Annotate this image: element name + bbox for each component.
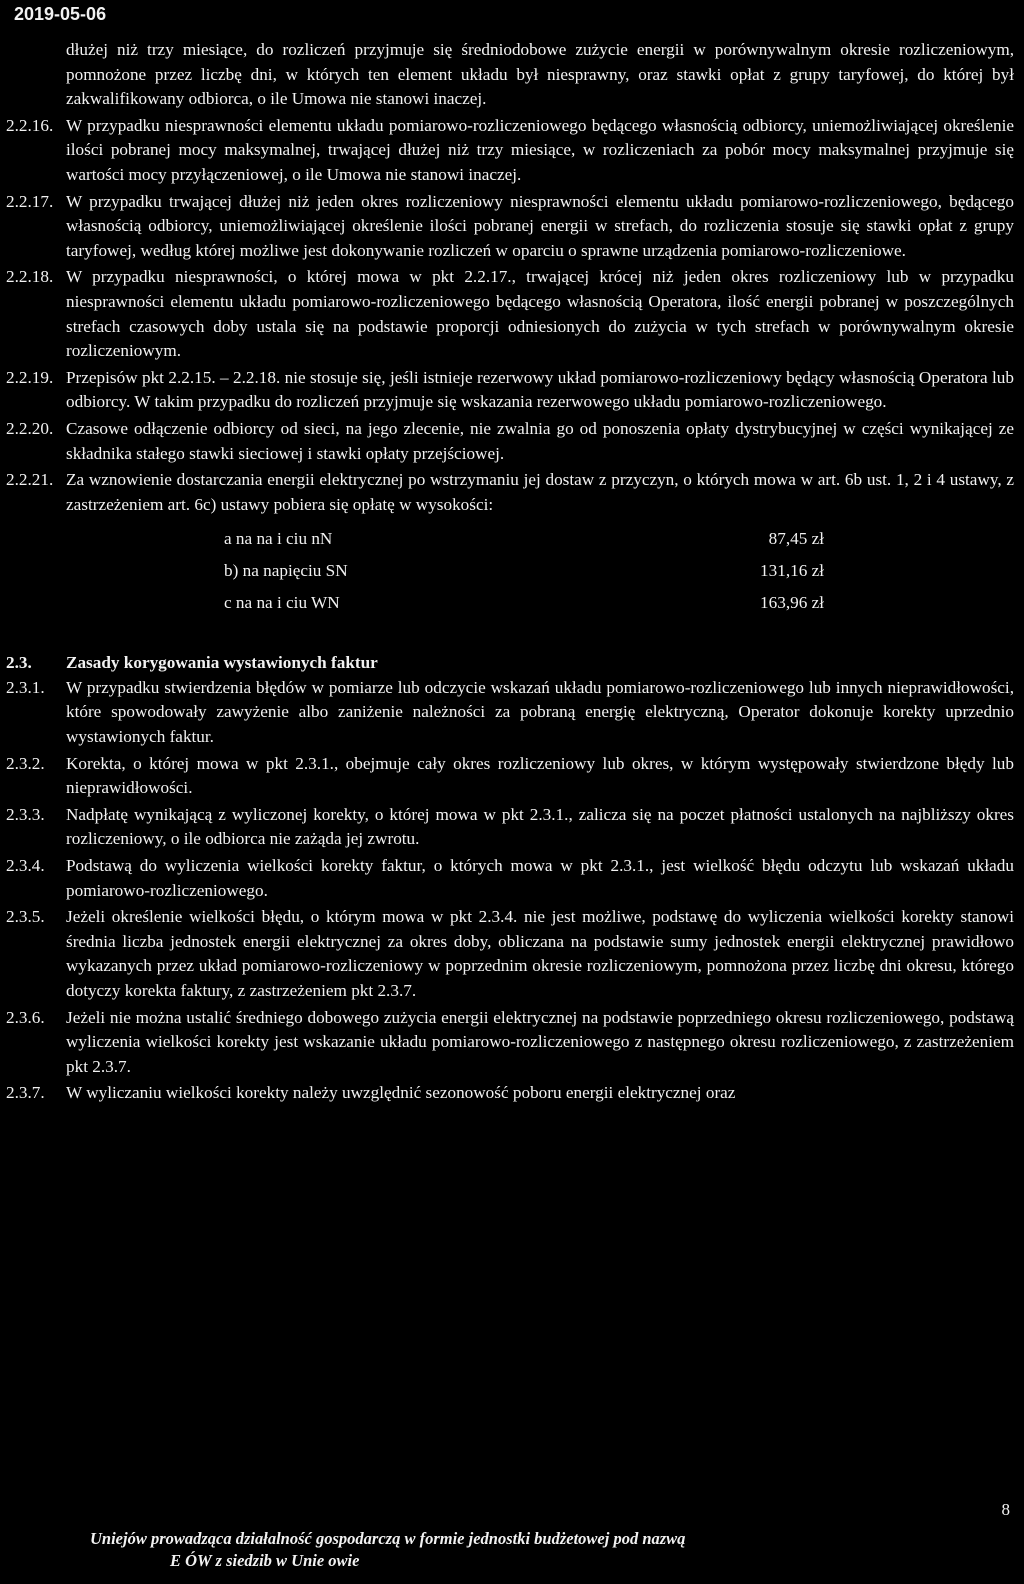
fee-amount: 163,96 zł (760, 593, 824, 613)
fee-label: c na na i ciu WN (224, 593, 340, 613)
paragraph-number: 2.3.2. (6, 753, 45, 773)
paragraph-number: 2.3.3. (6, 804, 45, 824)
paragraph-text: Przepisów pkt 2.2.15. – 2.2.18. nie stosuje się, jeśli istnieje rezerwowy układ pomiarowo-rozliczeniowy będący własnością Operatora lub odbiorcy. W takim przypadku do rozliczeń przyjmuje się wskazania rezerwowego układu pomiarowo-rozliczeniowego. (66, 367, 1014, 412)
paragraph-text: Czasowe odłączenie odbiorcy od sieci, na jego zlecenie, nie zwalnia go od ponoszenia opłaty dystrybucyjnej w części wynikającej ze składnika stałego stawki sieciowej i stawki opłaty przejściowej. (66, 418, 1014, 463)
paragraph-number: 2.3.7. (6, 1083, 45, 1103)
paragraph-text: Jeżeli nie można ustalić średniego dobowego zużycia energii elektrycznej na podstawie poprzedniego okresu rozliczeniowego, podstawą wyliczenia wielkości korekty jest wskazanie układu pomiarowo-rozliczeniowego z następnego okresu rozliczeniowego, z zastrzeżeniem pkt 2.3.7. (66, 1007, 1014, 1076)
paragraph-number: 2.2.21. (6, 470, 54, 490)
page-number: 8 (1001, 1500, 1010, 1519)
paragraph-number: 2.3.5. (6, 907, 45, 927)
fee-table (224, 523, 824, 619)
fee-row (224, 587, 824, 619)
paragraph-list (6, 676, 1014, 1106)
footer-line: Uniejów prowadząca działalność gospodarczą w formie jednostki budżetowej pod nazwą (90, 1529, 686, 1548)
paragraph (6, 803, 1014, 852)
section-heading (6, 651, 1014, 676)
paragraph-text: W przypadku trwającej dłużej niż jeden okres rozliczeniowy niesprawności elementu układu pomiarowo-rozliczeniowego, będącego własnością odbiorcy, uniemożliwiającej określenie ilości pobranej energii w strefach, do rozliczenia stosuje się stawki opłat z grupy taryfowej, według której możliwe jest dokonywanie rozliczeń w oparciu o sprawne urządzenia pomiarowo-rozliczeniowe. (66, 191, 1014, 260)
paragraph (6, 676, 1014, 750)
paragraph-text: Jeżeli określenie wielkości błędu, o którym mowa w pkt 2.3.4. nie jest możliwe, podstawę do wyliczenia wielkości korekty stanowi średnia liczba jednostek energii elektrycznej za okres doby, obliczana na podstawie sumy jednostek energii elektrycznej prawidłowo wykazanych przez układ pomiarowo-rozliczeniowy w poprzednim okresie rozliczeniowym, pomnożona przez liczbę dni okresu, którego dotyczy korekta faktury, z zastrzeżeniem pkt 2.3.7. (66, 907, 1014, 1000)
fee-row (224, 555, 824, 587)
paragraph-text: dłużej niż trzy miesiące, do rozliczeń przyjmuje się średniodobowe zużycie energii w porównywalnym okresie rozliczeniowym, pomnożone przez liczbę dni, w których ten element układu był niesprawny, oraz stawki opłat z grupy taryfowej, do której był zakwalifikowany odbiorca, o ile Umowa nie stanowi inaczej. (66, 40, 1014, 109)
paragraph-number: 2.2.18. (6, 267, 54, 287)
paragraph-text: W przypadku stwierdzenia błędów w pomiarze lub odczycie wskazań układu pomiarowo-rozliczeniowego lub innych nieprawidłowości, które spowodowały zawyżenie albo zaniżenie należności za pobraną energię elektryczną, Operator dokonuje korekty uprzednio wystawionych faktur. (66, 677, 1014, 747)
paragraph-number: 2.2.17. (6, 191, 54, 211)
paragraph (6, 190, 1014, 264)
document-body (6, 38, 1014, 1106)
section-title: Zasady korygowania wystawionych faktur (66, 653, 378, 673)
paragraph-text: Podstawą do wyliczenia wielkości korekty faktur, o których mowa w pkt 2.3.1., jest wielkość błędu odczytu lub wskazań układu pomiarowo-rozliczeniowego. (66, 856, 1014, 900)
paragraph (6, 854, 1014, 903)
fee-amount: 87,45 zł (768, 529, 824, 549)
paragraph (6, 114, 1014, 188)
paragraph (6, 265, 1014, 363)
paragraph-text: W przypadku niesprawności elementu układu pomiarowo-rozliczeniowego będącego własnością odbiorcy, uniemożliwiającej określenie ilości pobranej mocy maksymalnej, trwającej dłużej niż trzy miesiące, w rozliczeniach za pobór mocy maksymalnej przyjmuje się wartości mocy przyłączeniowej, o ile Umowa nie stanowi inaczej. (66, 115, 1014, 184)
fee-row (224, 523, 824, 555)
paragraph (6, 38, 1014, 112)
section-number: 2.3. (6, 653, 32, 673)
paragraph-number: 2.2.20. (6, 418, 54, 438)
fee-amount: 131,16 zł (760, 561, 824, 581)
paragraph-number: 2.3.4. (6, 856, 45, 876)
paragraph-text: W wyliczaniu wielkości korekty należy uwzględnić sezonowość poboru energii elektrycznej oraz (66, 1083, 736, 1103)
paragraph-number: 2.2.16. (6, 115, 54, 135)
paragraph-text: W przypadku niesprawności, o której mowa w pkt 2.2.17., trwającej krócej niż jeden okres rozliczeniowy lub w przypadku niesprawności elementu układu pomiarowo-rozliczeniowego będącego własnością Operatora, ilość energii pobranej w poszczególnych strefach czasowych doby ustala się na podstawie proporcji odniesionych do zużycia w tych strefach w porównywalnym okresie rozliczeniowym. (66, 267, 1014, 361)
footer-line: E ÓW z siedzib w Unie owie (170, 1551, 360, 1570)
paragraph (6, 417, 1014, 466)
paragraph (6, 1006, 1014, 1080)
fee-label: b) na napięciu SN (224, 561, 348, 581)
paragraph-number: 2.2.19. (6, 367, 54, 387)
paragraph-text: Nadpłatę wynikającą z wyliczonej korekty, o której mowa w pkt 2.3.1., zalicza się na poczet płatności ustalonych na najbliższy okres rozliczeniowy, o ile odbiorca nie zażąda jej zwrotu. (66, 804, 1014, 849)
paragraph-number: 2.3.6. (6, 1007, 45, 1027)
paragraph-text: Korekta, o której mowa w pkt 2.3.1., obejmuje cały okres rozliczeniowy lub okres, w którym występowały stwierdzone błędy lub nieprawidłowości. (66, 753, 1014, 798)
paragraph-number: 2.3.1. (6, 677, 45, 697)
paragraph (6, 468, 1014, 517)
fee-label: a na na i ciu nN (224, 529, 333, 549)
footer (90, 1528, 990, 1572)
paragraph (6, 752, 1014, 801)
document-date: 2019-05-06 (14, 4, 107, 24)
paragraph (6, 905, 1014, 1003)
paragraph-list (6, 38, 1014, 517)
paragraph (6, 1081, 1014, 1106)
paragraph-text: Za wznowienie dostarczania energii elektrycznej po wstrzymaniu jej dostaw z przyczyn, o których mowa w art. 6b ust. 1, 2 i 4 ustawy, z zastrzeżeniem art. 6c) ustawy pobiera się opłatę w wysokości: (66, 470, 1014, 514)
paragraph (6, 366, 1014, 415)
